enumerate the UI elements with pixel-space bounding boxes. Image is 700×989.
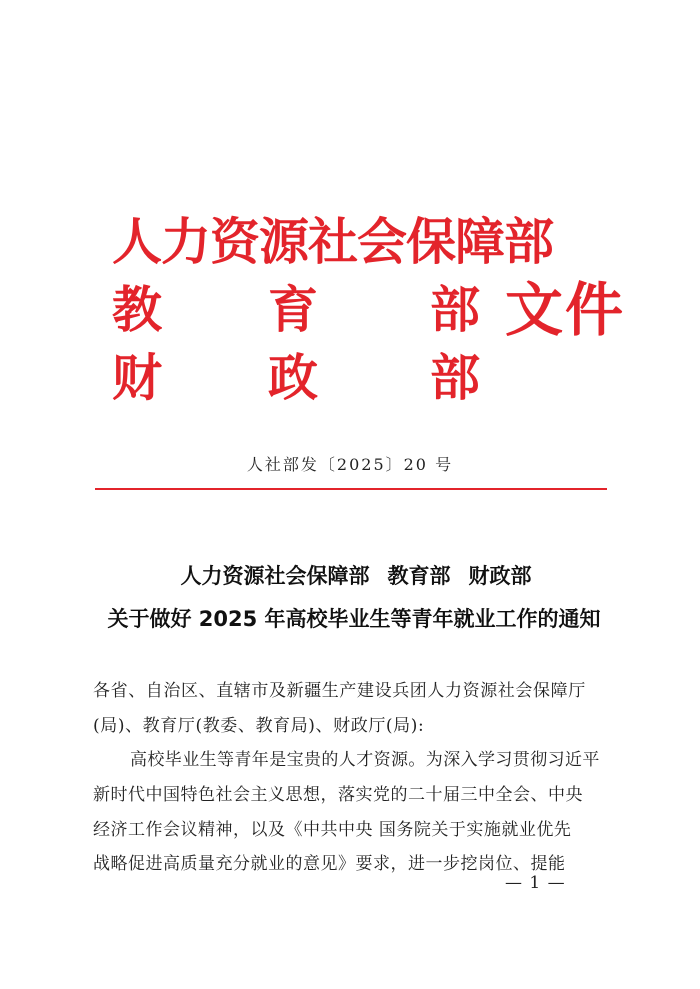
addressee-line: (局)、教育厅(教委、教育局)、财政厅(局): <box>93 716 425 736</box>
masthead-char: 部 <box>430 281 480 339</box>
masthead-issuer-1: 人力资源社会保障部 <box>112 213 553 271</box>
red-divider <box>95 488 607 490</box>
masthead-char: 教 <box>112 281 162 339</box>
document-title-line-2: 关于做好 2025 年高校毕业生等青年就业工作的通知 <box>107 607 601 631</box>
title-issuer: 教育部 <box>387 564 451 588</box>
red-masthead <box>112 212 626 412</box>
paragraph-line: 经济工作会议精神，以及《中共中央 国务院关于实施就业优先 <box>93 820 572 840</box>
paragraph-line: 战略促进高质量充分就业的意见》要求，进一步挖岗位、提能 <box>93 854 566 874</box>
masthead-char: 育 <box>268 281 318 339</box>
document-number: 人社部发〔2025〕20 号 <box>246 455 454 474</box>
masthead-char: 部 <box>430 349 480 407</box>
masthead-char: 政 <box>268 349 318 407</box>
paragraph-line: 高校毕业生等青年是宝贵的人才资源。为深入学习贯彻习近平 <box>130 750 600 770</box>
addressee-line: 各省、自治区、直辖市及新疆生产建设兵团人力资源社会保障厅 <box>93 681 586 701</box>
paragraph-line: 新时代中国特色社会主义思想，落实党的二十届三中全会、中央 <box>93 785 583 805</box>
masthead-char: 财 <box>112 349 162 407</box>
document-title-line-1 <box>6 560 700 590</box>
masthead-document-suffix: 文件 <box>505 276 626 344</box>
title-issuer: 人力资源社会保障部 <box>180 564 370 588</box>
title-issuer: 财政部 <box>468 564 532 588</box>
page-number: — 1 — <box>505 873 566 893</box>
